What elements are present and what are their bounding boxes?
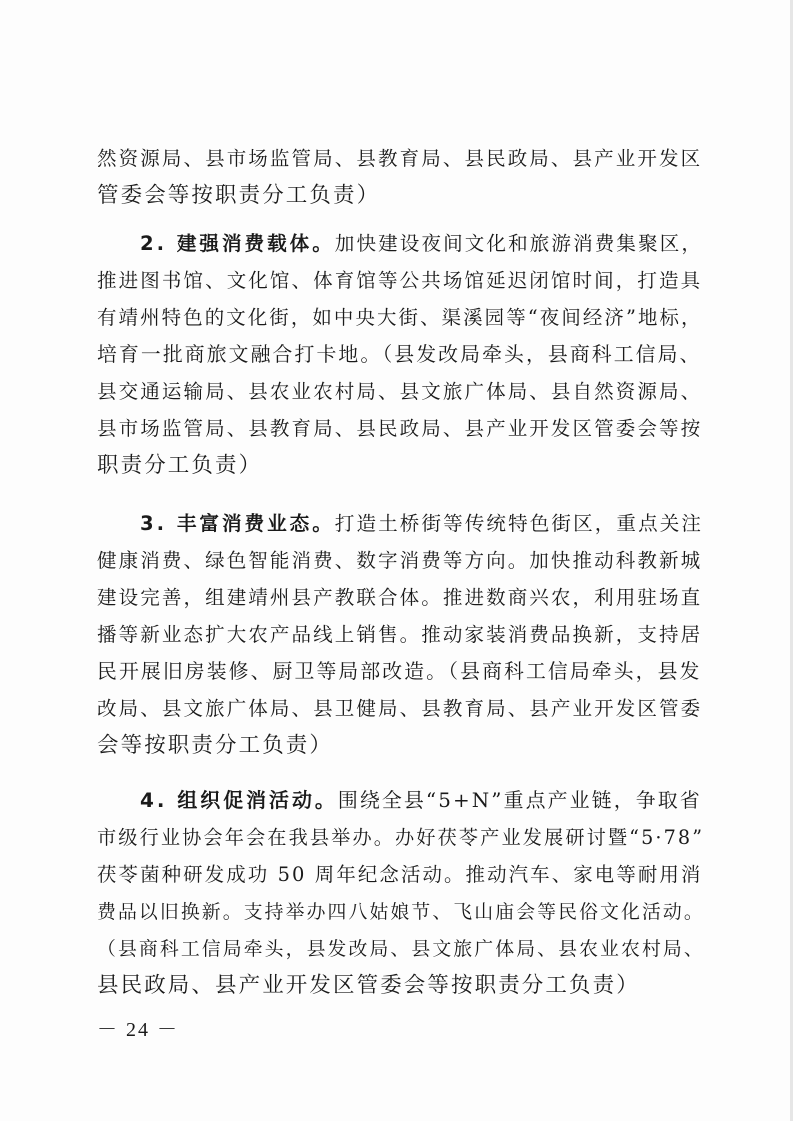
paragraph-text: 围绕全县“5+N”重点产业链，争取省 [337,789,702,812]
item-4-heading: 4. 组织促消活动。 [140,789,338,812]
paragraph-line: 建设完善，组建靖州县产教联合体。推进数商兴农，利用驻场直 [97,586,703,609]
paragraph-line: 改局、县文旅广体局、县卫健局、县教育局、县产业开发区管委 [97,697,703,720]
paragraph-line: 职责分工负责） [97,453,263,478]
paragraph-line: （县商科工信局牵头，县发改局、县文旅广体局、县农业农村局、 [97,938,705,960]
paragraph-line: 县交通运输局、县农业农村局、县文旅广体局、县自然资源局、 [97,380,703,403]
paragraph-line: 培育一批商旅文融合打卡地。（县发改局牵头，县商科工信局、 [97,343,702,366]
paragraph-line: 茯苓菌种研发成功 50 周年纪念活动。推动汽车、家电等耐用消 [97,863,703,886]
paragraph-line: 播等新业态扩大农产品线上销售。推动家装消费品换新，支持居 [97,623,703,646]
paragraph-text: 加快建设夜间文化和旅游消费集聚区， [334,232,704,255]
paragraph-line: 有靖州特色的文化街，如中央大街、渠溪园等“夜间经济”地标， [97,306,703,329]
paragraph-line: 县民政局、县产业开发区管委会等按职责分工负责） [97,973,640,998]
item-2-first-line [140,229,703,259]
paragraph-line: 管委会等按职责分工负责） [97,183,381,208]
page-number: － 24 － [97,1019,179,1041]
paragraph-line: 健康消费、绿色智能消费、数字消费等方向。加快推动科教新城 [97,549,703,572]
item-3-heading: 3. 丰富消费业态。 [140,512,335,535]
item-4-first-line [140,786,702,816]
paragraph-line: 县市场监管局、县教育局、县民政局、县产业开发区管委会等按 [97,417,703,440]
paragraph-line: 市级行业协会年会在我县举办。办好茯苓产业发展研讨暨“5·78” [97,826,705,849]
paragraph-text: 打造土桥街等传统特色街区，重点关注 [334,512,704,535]
item-2-heading: 2. 建强消费载体。 [140,232,335,255]
item-3-first-line [140,509,703,539]
paragraph-line: 推进图书馆、文化馆、体育馆等公共场馆延迟闭馆时间，打造具 [97,269,703,292]
paragraph-line: 会等按职责分工负责） [97,733,334,758]
paragraph-line: 费品以旧换新。支持举办四八姑娘节、飞山庙会等民俗文化活动。 [97,901,705,923]
paragraph-line: 民开展旧房装修、厨卫等局部改造。（县商科工信局牵头，县发 [97,660,702,683]
paragraph-line: 然资源局、县市场监管局、县教育局、县民政局、县产业开发区 [97,147,703,170]
